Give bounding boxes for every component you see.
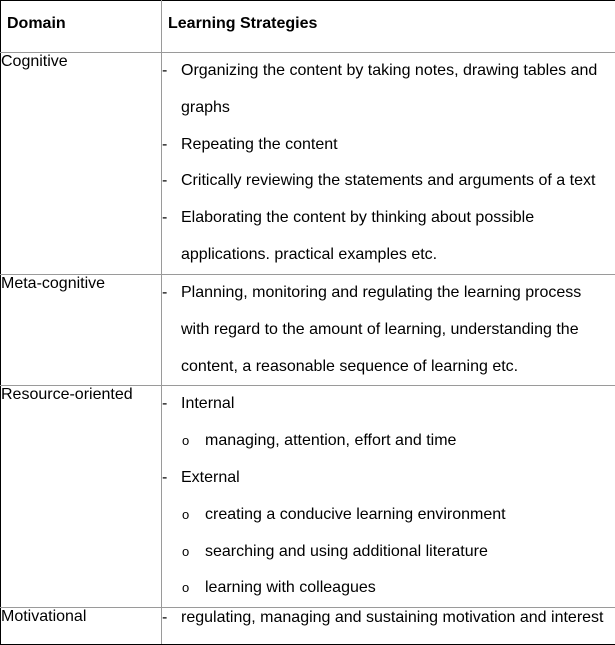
strategy-text: External xyxy=(181,469,240,486)
strategy-text: Planning, monitoring and regulating the learning process xyxy=(181,284,581,301)
strategy-list xyxy=(162,275,615,385)
strategies-cell xyxy=(162,275,615,386)
strategy-text: creating a conducive learning environment xyxy=(205,506,506,523)
table-row-cognitive xyxy=(1,53,615,275)
circle-bullet-icon: o xyxy=(182,423,189,460)
strategy-text: Organizing the content by taking notes, drawing tables and xyxy=(181,62,597,79)
dash-marker: - xyxy=(162,275,167,312)
strategy-item xyxy=(162,386,615,423)
strategy-text: managing, attention, effort and time xyxy=(205,432,456,449)
strategies-cell xyxy=(162,608,615,645)
table-row-resource-oriented xyxy=(1,386,615,608)
strategy-text: content, a reasonable sequence of learning etc. xyxy=(181,358,518,375)
strategy-item xyxy=(162,460,615,497)
strategy-item xyxy=(162,275,615,312)
strategy-text: regulating, managing and sustaining motivation and interest xyxy=(181,609,604,626)
strategy-item xyxy=(162,127,615,164)
strategy-text: with regard to the amount of learning, understanding the xyxy=(181,321,579,338)
domain-cell: Resource-oriented xyxy=(1,386,162,608)
strategy-list xyxy=(162,53,615,274)
strategy-item xyxy=(162,200,615,237)
dash-marker: - xyxy=(162,53,167,90)
strategy-continuation xyxy=(162,349,615,386)
strategies-cell xyxy=(162,53,615,275)
strategies-column-header: Learning Strategies xyxy=(162,1,615,53)
header-row xyxy=(1,1,615,53)
strategy-subitem xyxy=(162,570,615,607)
domain-cell: Cognitive xyxy=(1,53,162,275)
domain-column-header: Domain xyxy=(1,1,162,53)
dash-marker: - xyxy=(162,163,167,200)
strategy-text: learning with colleagues xyxy=(205,579,376,596)
table-row-motivational xyxy=(1,608,615,645)
dash-marker: - xyxy=(162,608,167,628)
strategy-continuation xyxy=(162,312,615,349)
strategy-subitem xyxy=(162,497,615,534)
strategy-text: Internal xyxy=(181,395,234,412)
dash-marker: - xyxy=(162,386,167,423)
dash-marker: - xyxy=(162,460,167,497)
strategy-text: graphs xyxy=(181,99,230,116)
strategy-text: Elaborating the content by thinking about possible xyxy=(181,209,534,226)
strategy-text: Repeating the content xyxy=(181,136,338,153)
strategy-subitem xyxy=(162,534,615,571)
strategy-item xyxy=(162,163,615,200)
strategies-cell xyxy=(162,386,615,608)
table-row-meta-cognitive xyxy=(1,275,615,386)
strategy-subitem xyxy=(162,423,615,460)
strategy-text: applications. practical examples etc. xyxy=(181,246,437,263)
domain-cell: Motivational xyxy=(1,608,162,645)
strategy-text: searching and using additional literature xyxy=(205,543,488,560)
strategy-continuation xyxy=(162,90,615,127)
strategy-list xyxy=(162,608,615,628)
strategy-item xyxy=(162,53,615,90)
dash-marker: - xyxy=(162,127,167,164)
dash-marker: - xyxy=(162,200,167,237)
domain-cell: Meta-cognitive xyxy=(1,275,162,386)
circle-bullet-icon: o xyxy=(182,570,189,607)
strategy-list xyxy=(162,386,615,607)
strategy-continuation xyxy=(162,237,615,274)
circle-bullet-icon: o xyxy=(182,497,189,534)
strategy-text: Critically reviewing the statements and arguments of a text xyxy=(181,172,595,189)
strategy-item xyxy=(162,608,615,628)
circle-bullet-icon: o xyxy=(182,534,189,571)
